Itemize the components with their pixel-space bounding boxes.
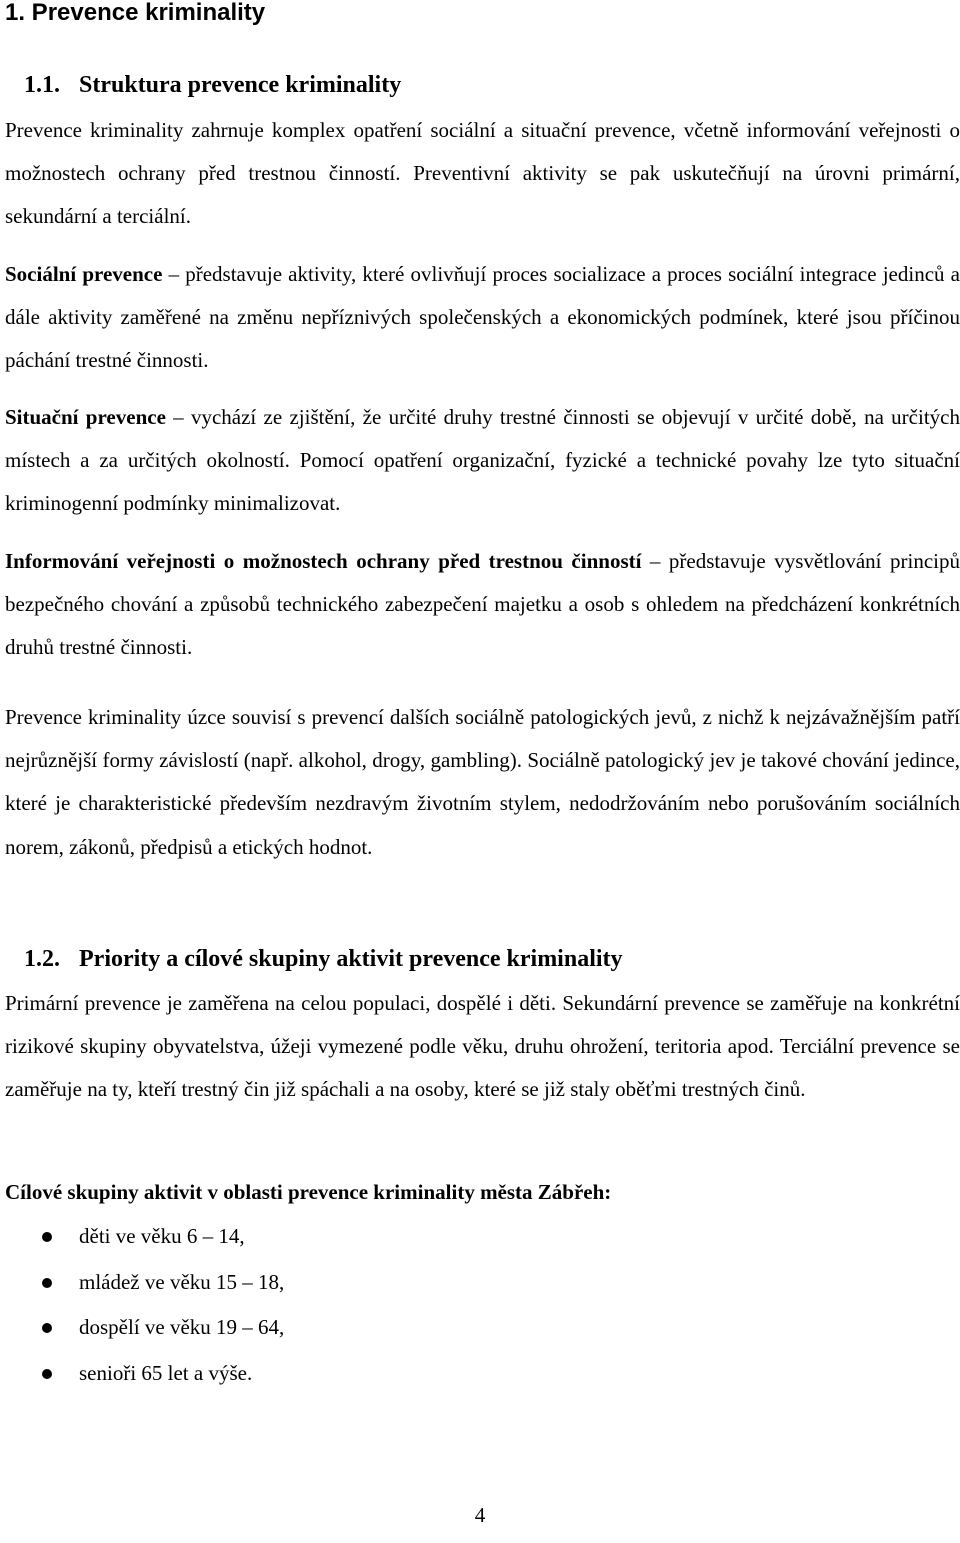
social-prevention-text: – představuje aktivity, které ovlivňují proces socializace a proces sociální integrace jedinců a dále aktivity zaměřené na změnu nepříznivých společenských a ekonomických podmínek, které jsou příčinou páchání trestné činnosti. [5, 262, 960, 373]
bullet-icon [42, 1323, 52, 1333]
list-item [5, 1260, 284, 1306]
priorities-paragraph: Primární prevence je zaměřena na celou populaci, dospělé i děti. Sekundární prevence se zaměřuje na konkrétní rizikové skupiny obyvatelstva, úžeji vymezené podle věku, druhu ohrožení, teritoria apod. Terciální prevence se zaměřuje na ty, kteří trestný čin již spáchali a na osoby, které se již staly oběťmi trestných činů. [5, 991, 960, 1102]
social-prevention-term: Sociální prevence [5, 262, 163, 286]
public-information-term: Informování veřejnosti o možnostech ochrany před trestnou činností [5, 549, 642, 573]
list-item-text: dospělí ve věku 19 – 64, [79, 1315, 285, 1340]
target-groups-list [5, 1214, 284, 1396]
section-number: 1.1. [24, 72, 60, 98]
public-information-paragraph [5, 540, 960, 670]
list-item-text: mládež ve věku 15 – 18, [79, 1269, 285, 1294]
pathology-paragraph: Prevence kriminality úzce souvisí s prevencí dalších sociálně patologických jevů, z nichž k nejzávažnějším patří nejrůznější formy závislostí (např. alkohol, drogy, gambling). Sociálně patologický jev je takové chování jedince, které je charakteristické především nezdravým životním stylem, nedodržováním nebo porušováním sociálních norem, zákonů, předpisů a etických hodnot. [5, 705, 960, 859]
section-title: Struktura prevence kriminality [79, 72, 402, 98]
list-item [5, 1214, 284, 1260]
section-number: 1.2. [24, 946, 60, 972]
situational-prevention-paragraph [5, 396, 960, 526]
page-number: 4 [474, 1503, 486, 1527]
bullet-icon [42, 1232, 52, 1242]
public-information-text: – představuje vysvětlování principů bezpečného chování a způsobů technického zabezpečení majetku a osob s ohledem na předcházení konkrétních druhů trestné činnosti. [5, 549, 960, 660]
list-item [5, 1305, 284, 1351]
bullet-icon [42, 1278, 52, 1288]
bullet-icon [42, 1369, 52, 1379]
section-heading-1-1 [24, 70, 401, 100]
section-title: Priority a cílové skupiny aktivit prevence kriminality [79, 946, 623, 972]
intro-paragraph: Prevence kriminality zahrnuje komplex opatření sociální a situační prevence, včetně informování veřejnosti o možnostech ochrany před trestnou činností. Preventivní aktivity se pak uskutečňují na úrovni primární, sekundární a terciální. [5, 118, 960, 229]
situational-prevention-text: – vychází ze zjištění, že určité druhy trestné činnosti se objevují v určité době, na určitých místech a za určitých okolností. Pomocí opatření organizační, fyzické a technické povahy lze tyto situační kriminogenní podmínky minimalizovat. [5, 405, 960, 516]
list-item-text: senioři 65 let a výše. [79, 1360, 253, 1385]
target-groups-heading: Cílové skupiny aktivit v oblasti prevence kriminality města Zábřeh: [5, 1180, 612, 1204]
list-item [5, 1351, 284, 1397]
situational-prevention-term: Situační prevence [5, 405, 166, 429]
section-heading-1-2 [24, 944, 623, 974]
chapter-heading: 1. Prevence kriminality [5, 0, 266, 26]
social-prevention-paragraph [5, 253, 960, 383]
list-item-text: děti ve věku 6 – 14, [79, 1224, 245, 1248]
